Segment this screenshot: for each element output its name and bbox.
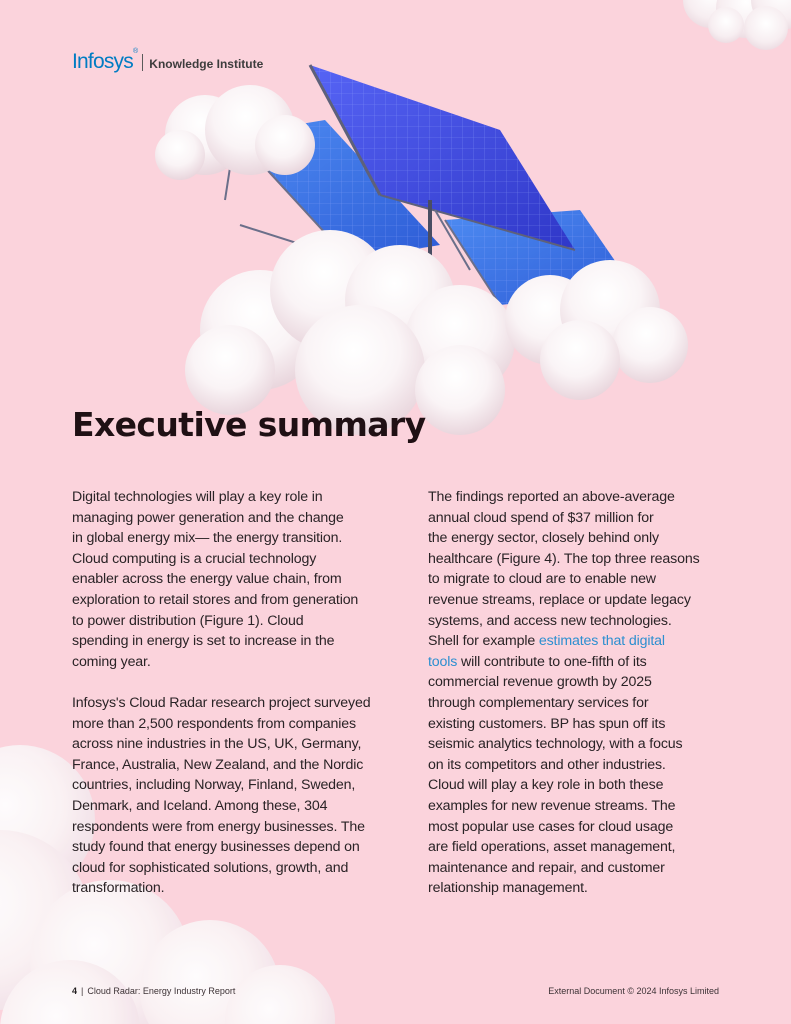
text-line: relationship management. [428,880,588,897]
page-title: Executive summary [72,405,426,444]
text-line: to power distribution (Figure 1). Cloud [72,612,304,629]
paragraph-2 [72,693,394,899]
text-line: existing customers. BP has spun off its [428,715,666,732]
corner-cloud-icon [671,0,791,60]
text-line: the energy sector, closely behind only [428,530,659,547]
text-line: The findings reported an above-average [428,489,675,505]
text-line [428,631,724,652]
text-line: healthcare (Figure 4). The top three reasons [428,550,700,567]
text-line: Infosys's Cloud Radar research project surveyed [72,694,371,711]
footer-report-info [72,986,235,996]
text-line: coming year. [72,653,151,670]
cloud-icon [505,260,688,400]
infosys-knowledge-institute-logo [72,50,263,74]
estimates-link[interactable]: estimates that digital [538,633,665,650]
text-line: in global energy mix— the energy transition. [72,530,343,547]
text-fragment: will contribute to one-fifth of its [457,653,647,670]
text-line: commercial revenue growth by 2025 [428,674,652,691]
text-line: on its competitors and other industries. [428,756,666,773]
text-line: respondents were from energy businesses. The [72,818,365,835]
text-line: seismic analytics technology, with a focus [428,736,683,753]
text-line [428,652,724,673]
text-line: exploration to retail stores and from generation [72,591,359,608]
infosys-brand: Infosys® [72,48,138,73]
footer-copyright: External Document © 2024 Infosys Limited [548,986,719,996]
text-line: to migrate to cloud are to enable new [428,571,656,588]
text-line: are field operations, asset management, [428,839,676,856]
text-line: through complementary services for [428,694,649,711]
report-name: Cloud Radar: Energy Industry Report [87,986,236,996]
text-line: more than 2,500 respondents from companies [72,715,356,732]
knowledge-institute-label: Knowledge Institute [149,57,264,71]
footer-separator: | [81,986,84,996]
text-line: Digital technologies will play a key role in [72,489,323,505]
text-line: study found that energy businesses depend on [72,839,360,856]
text-line: France, Australia, New Zealand, and the Nordic [72,756,364,773]
text-line: Cloud computing is a crucial technology [72,550,317,567]
cloud-icon [155,85,315,180]
page-number: 4 [72,986,78,996]
text-line: spending in energy is set to increase in the [72,633,335,650]
text-line: annual cloud spend of $37 million for [428,509,654,526]
text-line: revenue streams, replace or update legacy [428,591,691,608]
left-column [72,487,394,919]
logo-divider [142,54,143,71]
text-line: Cloud will play a key role in both these [428,777,664,794]
text-line: systems, and access new technologies. [428,612,672,629]
text-line: enabler across the energy value chain, from [72,571,342,588]
text-line: maintenance and repair, and customer [428,859,665,876]
text-line: countries, including Norway, Finland, Sweden, [72,777,356,794]
solar-panels-illustration [110,60,690,460]
estimates-link-continued[interactable]: tools [428,653,458,670]
right-column [428,487,724,919]
text-fragment: Shell for example [428,633,539,650]
text-line: managing power generation and the change [72,509,344,526]
text-line: most popular use cases for cloud usage [428,818,674,835]
text-line: transformation. [72,880,165,897]
text-line: across nine industries in the US, UK, Germany, [72,736,362,753]
paragraph-3 [428,487,724,899]
paragraph-1 [72,487,394,672]
text-line: examples for new revenue streams. The [428,797,676,814]
text-line: Denmark, and Iceland. Among these, 304 [72,797,328,814]
text-line: cloud for sophisticated solutions, growth, and [72,859,349,876]
